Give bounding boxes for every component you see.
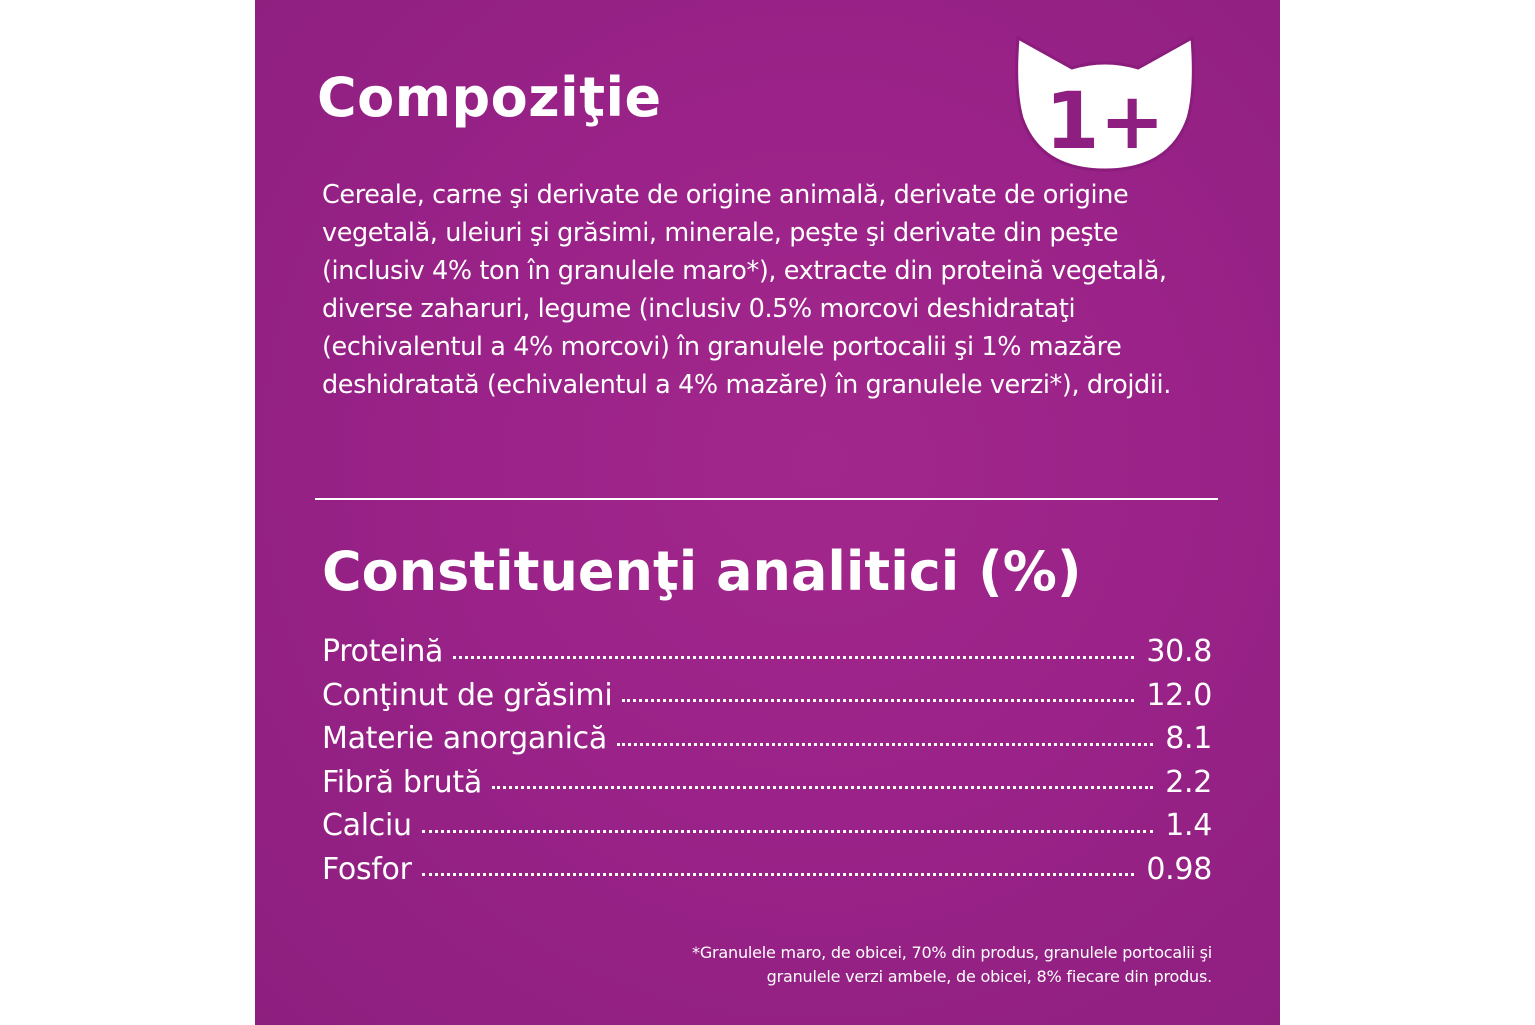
section-divider xyxy=(315,498,1218,500)
analytics-row-protein xyxy=(322,630,1212,674)
analytics-row-inorganic xyxy=(322,717,1212,761)
analytics-value: 1.4 xyxy=(1165,808,1212,843)
analytics-label: Calciu xyxy=(322,808,412,843)
analytics-value: 2.2 xyxy=(1165,764,1212,800)
composition-text: Cereale, carne şi derivate de origine animală, derivate de origine vegetală, uleiuri şi grăsimi, minerale, peşte şi derivate din peşte (inclusiv 4% ton în granulele maro*), extracte din proteină vegetală, diverse zaharuri, legume (inclusiv 0.5% morcovi deshidrataţi (echivalentul a 4% morcovi) în granulele portocalii şi 1% mazăre deshidratată (echivalentul a 4% mazăre) în granulele verzi*), drojdii. xyxy=(322,180,1171,400)
analytics-list xyxy=(322,630,1212,891)
analytics-value: 8.1 xyxy=(1165,721,1212,756)
analytics-value: 0.98 xyxy=(1146,851,1212,887)
composition-title: Compoziţie xyxy=(317,66,662,129)
age-badge-text: 1+ xyxy=(1045,77,1165,167)
analytics-row-fiber xyxy=(322,761,1212,805)
dot-leader xyxy=(422,830,1153,833)
product-info-panel xyxy=(255,0,1280,1025)
analytics-label: Fosfor xyxy=(322,851,412,887)
analytics-label: Conţinut de grăsimi xyxy=(322,677,613,713)
analytics-row-calcium xyxy=(322,804,1212,848)
dot-leader xyxy=(622,699,1134,702)
analytics-value: 30.8 xyxy=(1146,634,1212,669)
analytics-row-phosphorus xyxy=(322,848,1212,892)
footnote-line-1: *Granulele maro, de obicei, 70% din produs, granulele portocalii şi xyxy=(692,943,1212,962)
age-badge xyxy=(1008,30,1203,178)
footnote xyxy=(612,941,1212,989)
analytics-label: Proteină xyxy=(322,634,444,669)
dot-leader xyxy=(453,656,1134,659)
cat-head-icon xyxy=(1008,30,1203,178)
dot-leader xyxy=(422,873,1135,876)
analytics-label: Materie anorganică xyxy=(322,721,607,756)
footnote-line-2: granulele verzi ambele, de obicei, 8% fiecare din produs. xyxy=(766,967,1212,986)
dot-leader xyxy=(617,743,1153,746)
analytics-title: Constituenţi analitici (%) xyxy=(322,540,1082,603)
analytics-value: 12.0 xyxy=(1146,677,1212,713)
analytics-label: Fibră brută xyxy=(322,764,482,800)
dot-leader xyxy=(492,786,1153,789)
analytics-row-fat xyxy=(322,674,1212,718)
